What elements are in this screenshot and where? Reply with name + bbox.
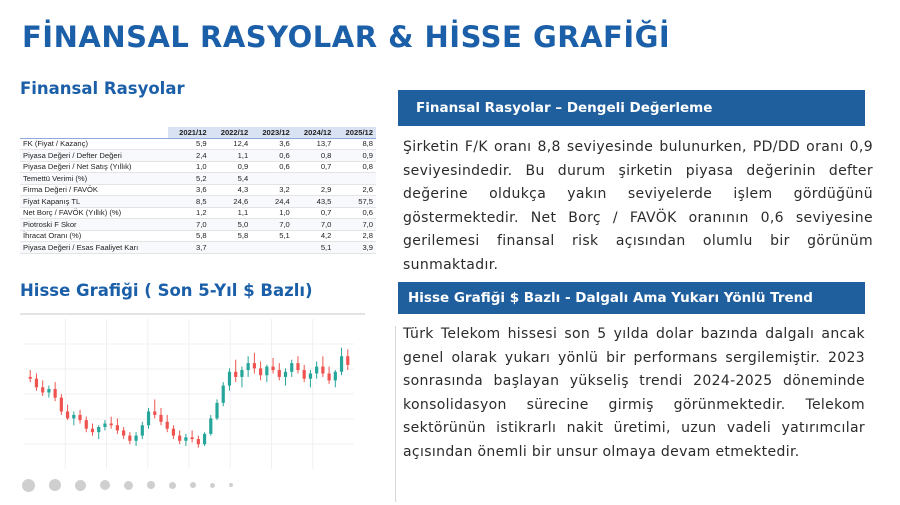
candle-body <box>97 427 100 432</box>
table-cell: 5,0 <box>210 219 252 231</box>
pager-dot[interactable] <box>22 479 35 492</box>
table-cell: 5,1 <box>251 230 293 242</box>
column-header: 2024/12 <box>293 127 335 138</box>
pager-dot[interactable] <box>147 481 155 489</box>
candle-body <box>85 420 88 429</box>
candle-body <box>321 367 324 374</box>
table-cell: 3,6 <box>251 138 293 150</box>
column-header: 2022/12 <box>210 127 252 138</box>
pager-dot[interactable] <box>100 480 110 490</box>
candle-body <box>303 370 306 379</box>
candle-body <box>147 411 150 425</box>
candle-body <box>222 386 225 403</box>
pager-dot[interactable] <box>49 479 61 491</box>
table-cell <box>251 242 293 254</box>
table-cell: 5,8 <box>168 230 210 242</box>
candle-body <box>153 411 156 414</box>
candle-body <box>60 398 63 412</box>
candle-body <box>116 425 119 430</box>
pager-dot[interactable] <box>210 483 215 488</box>
column-header: 2025/12 <box>334 127 376 138</box>
ratio-table-header <box>20 127 376 138</box>
table-cell: 5,2 <box>168 173 210 185</box>
candle-body <box>315 367 318 374</box>
row-label: Piyasa Değeri / Esas Faaliyet Karı <box>20 242 168 254</box>
table-cell: 0,9 <box>210 161 252 173</box>
row-label: Piyasa Değeri / Defter Değeri <box>20 150 168 162</box>
candle-body <box>91 429 94 432</box>
table-cell: 0,7 <box>293 207 335 219</box>
table-cell <box>210 242 252 254</box>
table-cell: 0,7 <box>293 161 335 173</box>
chart-paragraph: Türk Telekom hissesi son 5 yılda dolar bazında dalgalı ancak genel olarak yukarı yönlü bir performans sergilemiştir. 2023 sonrasında başlayan yükseliş trendi 2024-2025 döneminde konsolidasyon sürecine girmiş görünmektedir. Telekom sektörünün istikrarlı nakit üretimi, uzun vadeli yatırımcılar açısından önemli bir unsur olmaya devam etmektedir. <box>403 326 865 460</box>
table-cell: 57,5 <box>334 196 376 208</box>
candle-body <box>78 415 81 420</box>
table-cell: 3,7 <box>168 242 210 254</box>
table-cell: 5,9 <box>168 138 210 150</box>
candle-body <box>327 374 330 381</box>
table-cell: 0,8 <box>293 150 335 162</box>
table-cell: 8,8 <box>334 138 376 150</box>
stock-chart <box>20 313 365 475</box>
pager-dot[interactable] <box>169 482 176 489</box>
chart-pager <box>22 478 233 492</box>
table-cell: 1,1 <box>210 150 252 162</box>
table-cell: 24,6 <box>210 196 252 208</box>
table-cell: 2,4 <box>168 150 210 162</box>
candle-body <box>215 403 218 419</box>
candle-body <box>197 439 200 444</box>
table-cell: 1,2 <box>168 207 210 219</box>
table-cell: 0,6 <box>251 150 293 162</box>
row-label: Piyasa Değeri / Net Satış (Yıllık) <box>20 161 168 173</box>
candle-body <box>253 363 256 368</box>
candle-body <box>234 372 237 377</box>
table-cell: 7,0 <box>251 219 293 231</box>
table-cell: 13,7 <box>293 138 335 150</box>
candle-body <box>128 436 131 441</box>
candle-body <box>184 437 187 440</box>
row-label: İhracat Oranı (%) <box>20 230 168 242</box>
table-cell: 0,6 <box>251 161 293 173</box>
row-label: Piotroski F Skor <box>20 219 168 231</box>
candle-body <box>172 429 175 436</box>
candle-body <box>41 387 44 392</box>
table-cell: 7,0 <box>334 219 376 231</box>
chart-heading: Hisse Grafiği ( Son 5-Yıl $ Bazlı) <box>20 281 313 300</box>
candle-body <box>247 363 250 370</box>
ratio-table <box>20 127 376 254</box>
ratios-heading: Finansal Rasyolar <box>20 79 185 98</box>
table-row <box>20 173 376 185</box>
candle-body <box>54 389 57 398</box>
candle-body <box>228 372 231 386</box>
candle-body <box>159 415 162 422</box>
candle-body <box>265 367 268 376</box>
table-cell <box>334 173 376 185</box>
candle-body <box>271 367 274 370</box>
chart-grid <box>24 319 354 469</box>
column-header: 2023/12 <box>251 127 293 138</box>
candle-body <box>284 372 287 377</box>
table-cell: 4,3 <box>210 184 252 196</box>
candle-body <box>141 425 144 435</box>
table-cell: 1,0 <box>168 161 210 173</box>
table-cell: 5,4 <box>210 173 252 185</box>
column-header: 2021/12 <box>168 127 210 138</box>
candle-body <box>66 411 69 418</box>
candle-body <box>309 374 312 379</box>
table-cell: 5,1 <box>293 242 335 254</box>
candle-body <box>340 356 343 372</box>
candle-body <box>209 418 212 434</box>
table-cell: 8,5 <box>168 196 210 208</box>
candle-body <box>110 424 113 426</box>
table-row <box>20 161 376 173</box>
table-cell: 12,4 <box>210 138 252 150</box>
candle-body <box>240 370 243 377</box>
table-cell: 2,6 <box>334 184 376 196</box>
table-cell <box>293 173 335 185</box>
table-cell: 0,8 <box>334 161 376 173</box>
candle-body <box>203 434 206 444</box>
table-cell: 43,5 <box>293 196 335 208</box>
candle-body <box>191 437 194 439</box>
table-cell <box>251 173 293 185</box>
table-row <box>20 184 376 196</box>
table-row <box>20 207 376 219</box>
candle-body <box>103 424 106 427</box>
row-label: Firma Değeri / FAVÖK <box>20 184 168 196</box>
row-label: FK (Fiyat / Kazanç) <box>20 138 168 150</box>
table-cell: 2,9 <box>293 184 335 196</box>
table-cell: 24,4 <box>251 196 293 208</box>
table-row <box>20 219 376 231</box>
candle-body <box>134 436 137 441</box>
table-cell: 0,9 <box>334 150 376 162</box>
candle-body <box>166 422 169 429</box>
table-cell: 0,6 <box>334 207 376 219</box>
candle-body <box>296 363 299 370</box>
candle-body <box>346 356 349 365</box>
table-row <box>20 138 376 150</box>
candle-body <box>122 430 125 435</box>
ratio-table-body <box>20 138 376 253</box>
table-cell: 3,2 <box>251 184 293 196</box>
pager-dot[interactable] <box>124 481 133 490</box>
table-cell: 3,9 <box>334 242 376 254</box>
ratios-paragraph: Şirketin F/K oranı 8,8 seviyesinde bulunurken, PD/DD oranı 0,9 seviyesindedir. Bu durum şirketin piyasa değerinin defter değerine oldukça yakın seviyelerde işlem gördüğünü göstermektedir. Net Borç / FAVÖK oranının 0,6 seviyesine gerilemesi finansal risk açısından olumlu bir görünüm sunmaktadır. <box>403 139 873 273</box>
row-label: Temettü Verimi (%) <box>20 173 168 185</box>
ratios-banner: Finansal Rasyolar – Dengeli Değerleme <box>398 90 865 126</box>
table-cell: 5,8 <box>210 230 252 242</box>
candle-body <box>278 370 281 377</box>
table-cell: 7,0 <box>168 219 210 231</box>
chart-banner: Hisse Grafiği $ Bazlı - Dalgalı Ama Yukarı Yönlü Trend <box>398 282 865 314</box>
table-cell: 7,0 <box>293 219 335 231</box>
candle-body <box>259 368 262 375</box>
candle-body <box>178 436 181 441</box>
table-cell: 3,6 <box>168 184 210 196</box>
table-cell: 1,1 <box>210 207 252 219</box>
row-label: Fiyat Kapanış TL <box>20 196 168 208</box>
candle-body <box>47 389 50 392</box>
page-title: FİNANSAL RASYOLAR & HİSSE GRAFİĞİ <box>22 20 671 54</box>
pager-dot[interactable] <box>229 483 233 487</box>
pager-dot[interactable] <box>75 480 86 491</box>
candle-body <box>290 363 293 372</box>
table-cell: 4,2 <box>293 230 335 242</box>
candle-body <box>334 372 337 381</box>
table-cell: 1,0 <box>251 207 293 219</box>
divider <box>395 326 396 502</box>
candle-body <box>35 379 38 388</box>
row-label: Net Borç / FAVÖK (Yıllık) (%) <box>20 207 168 219</box>
table-row <box>20 196 376 208</box>
candle-body <box>72 415 75 418</box>
table-row <box>20 230 376 242</box>
table-row <box>20 242 376 254</box>
candlestick-chart <box>20 315 365 475</box>
ratio-table-corner <box>20 127 168 138</box>
candle-body <box>29 377 32 379</box>
table-row <box>20 150 376 162</box>
table-cell: 2,8 <box>334 230 376 242</box>
pager-dot[interactable] <box>190 482 196 488</box>
